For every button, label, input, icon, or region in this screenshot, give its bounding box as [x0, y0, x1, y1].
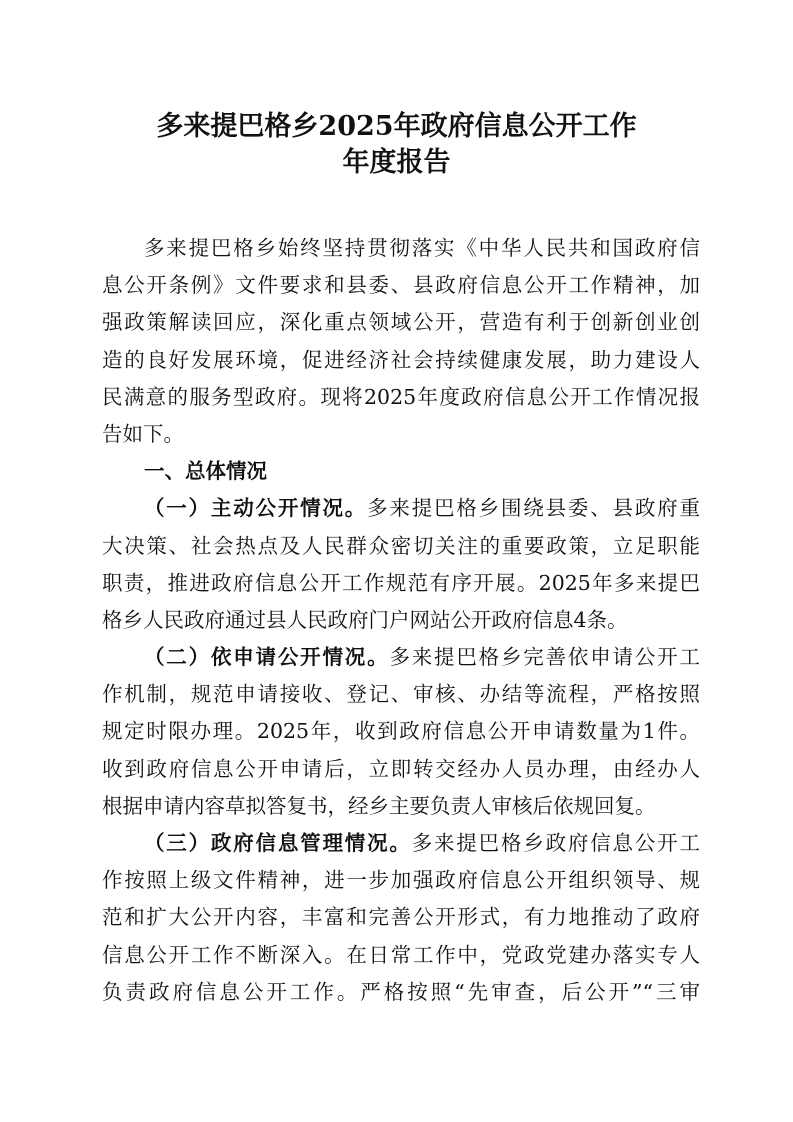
body-line: [102, 565, 700, 602]
body-line: [102, 639, 700, 676]
body-line: [102, 230, 700, 267]
body-line: [102, 304, 700, 341]
line-text: 强政策解读回应，深化重点领域公开，营造有利于创新创业创: [102, 310, 700, 335]
subsection-lead: （三）政府信息管理情况。: [144, 831, 412, 855]
line-text: 多来提巴格乡完善依申请公开工: [389, 645, 700, 670]
line-text: 作机制，规范申请接收、登记、审核、办结等流程，严格按照: [102, 682, 700, 707]
body-line: [102, 676, 700, 713]
body-line: [102, 713, 700, 750]
body-line: [102, 267, 700, 304]
body-line: [102, 825, 700, 862]
line-text: 信息公开工作不断深入。在日常工作中，党政党建办落实专人: [102, 942, 700, 967]
line-text: 息公开条例》文件要求和县委、县政府信息公开工作精神，加: [102, 273, 700, 298]
line-text: 根据申请内容草拟答复书，经乡主要负责人审核后依规回复。: [102, 793, 656, 818]
line-text: 大决策、社会热点及人民群众密切关注的重要政策，立足职能: [102, 533, 700, 558]
section-heading: [102, 453, 700, 490]
body-line: [102, 602, 700, 639]
body-line: [102, 937, 700, 974]
body-line: [102, 379, 700, 416]
body-line: [102, 490, 700, 527]
body-line: [102, 342, 700, 379]
body-line: [102, 528, 700, 565]
line-text: 负责政府信息公开工作。严格按照“先审查，后公开”“三审: [102, 979, 700, 1004]
line-text: 多来提巴格乡围绕县委、县政府重: [367, 496, 700, 521]
line-text: 造的良好发展环境，促进经济社会持续健康发展，助力建设人: [102, 347, 700, 372]
line-text: 民满意的服务型政府。现将2025年度政府信息公开工作情况报: [102, 384, 700, 409]
line-text: 规定时限办理。2025年，收到政府信息公开申请数量为1件。: [102, 719, 700, 744]
subsection-lead: （二）依申请公开情况。: [144, 645, 390, 670]
line-text: 作按照上级文件精神，进一步加强政府信息公开组织领导、规: [102, 868, 700, 893]
line-text: 一、总体情况: [144, 459, 267, 484]
report-body: [102, 230, 700, 1011]
line-text: 多来提巴格乡政府信息公开工: [411, 831, 700, 855]
body-line: [102, 862, 700, 899]
line-text: 范和扩大公开内容，丰富和完善公开形式，有力地推动了政府: [102, 905, 700, 930]
line-text: 格乡人民政府通过县人民政府门户网站公开政府信息4条。: [102, 607, 628, 632]
line-text: 多来提巴格乡始终坚持贯彻落实《中华人民共和国政府信: [144, 236, 700, 260]
line-text: 收到政府信息公开申请后，立即转交经办人员办理，由经办人: [102, 756, 700, 781]
subsection-lead: （一）主动公开情况。: [144, 496, 368, 521]
line-text: 职责，推进政府信息公开工作规范有序开展。2025年多来提巴: [102, 570, 700, 595]
body-line: [102, 416, 700, 453]
report-title-line-1: 多来提巴格乡2025年政府信息公开工作: [156, 111, 637, 142]
body-line: [102, 751, 700, 788]
line-text: 告如下。: [102, 421, 184, 446]
body-line: [102, 788, 700, 825]
body-line: [102, 899, 700, 936]
report-title-line-2: 年度报告: [342, 147, 451, 178]
body-line: [102, 974, 700, 1011]
